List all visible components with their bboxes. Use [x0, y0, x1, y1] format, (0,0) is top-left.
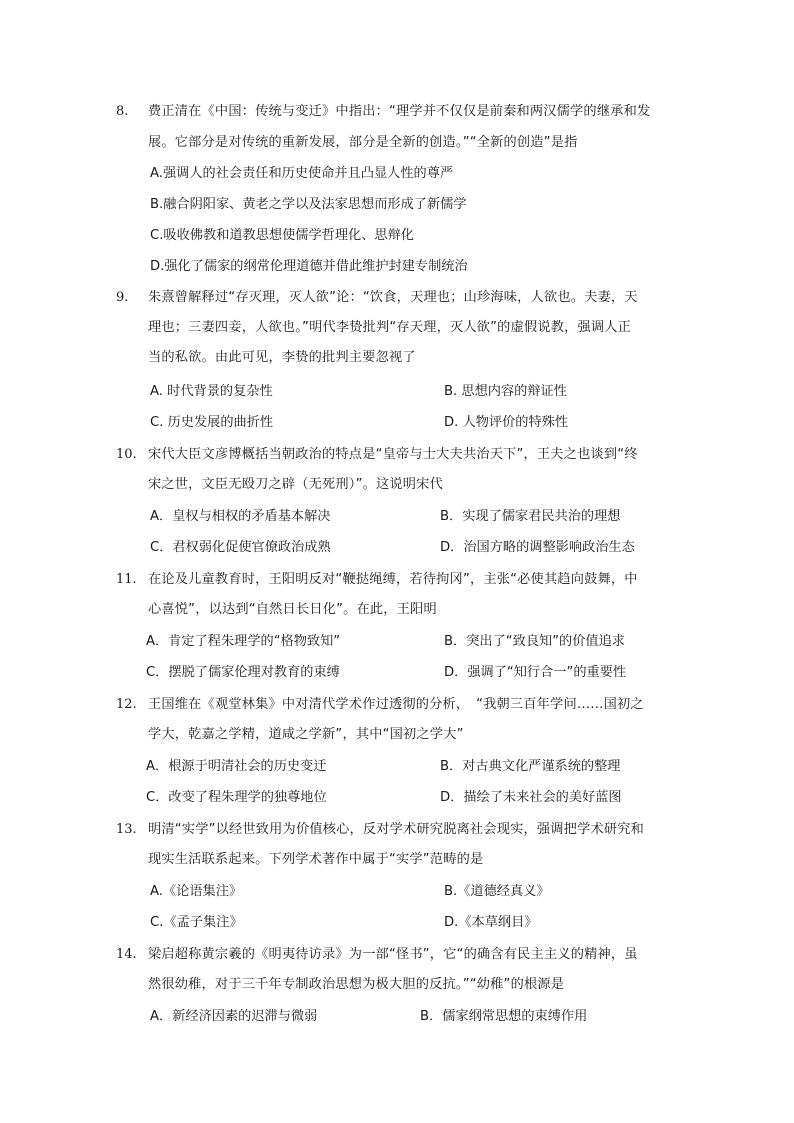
question-stem-line: 心喜悦”，以达到“自然日长日化”。在此，王阳明: [148, 602, 437, 617]
question-number: 11.: [116, 572, 137, 587]
question-stem-line: 明清“实学”以经世致用为价值核心，反对学术研究脱离社会现实，强调把学术研究和: [148, 822, 645, 837]
question-stem-line: 展。它部分是对传统的重新发展，部分是全新的创造。”“全新的创造”是指: [148, 135, 578, 150]
option-b: B．突出了“致良知”的价值追求: [444, 634, 625, 649]
question-number: 8.: [116, 104, 129, 119]
question-stem-line: 理也；三妻四妾，人欲也。”明代李贽批判“存天理，灭人欲”的虚假说教，强调人正: [148, 320, 632, 335]
option-c: C．改变了程朱理学的独尊地位: [146, 790, 327, 805]
option-c: C．摆脱了儒家伦理对教育的束缚: [146, 665, 340, 680]
option-a: A．肯定了程朱理学的“格物致知”: [146, 634, 341, 649]
question-stem-line: 宋之世，文臣无殴刀之辟（无死刑）”。这说明宋代: [148, 477, 443, 492]
question-stem-line: 现实生活联系起来。下列学术著作中属于“实学”范畴的是: [148, 852, 484, 867]
question-stem-line: 学大，乾嘉之学精，道咸之学新”，其中“国初之学大”: [148, 727, 464, 742]
question-number: 12.: [116, 697, 137, 712]
option-a: A.强调人的社会责任和历史使命并且凸显人性的尊严: [150, 166, 454, 181]
option-c: C．君权弱化促使官僚政治成熟: [150, 540, 331, 555]
option-c: C. 历史发展的曲折性: [150, 415, 274, 430]
option-d: D.强化了儒家的纲常伦理道德并借此维护封建专制统治: [150, 259, 468, 274]
question-stem-line: 朱熹曾解释过“存灭理，灭人欲”论：“饮食，天理也；山珍海味，人欲也。夫妻，天: [148, 290, 638, 305]
question-stem-line: 王国维在《观堂林集》中对清代学术作过透彻的分析， “我朝三百年学问……国初之: [148, 697, 644, 712]
question-stem-line: 宋代大臣文彦博概括当朝政治的特点是“皇帝与士大夫共治天下”，王夫之也谈到“终: [148, 447, 638, 462]
question-stem-line: 当的私欲。由此可见，李贽的批判主要忽视了: [148, 350, 416, 365]
option-b: B．实现了儒家君民共治的理想: [440, 509, 621, 524]
option-b: B. 思想内容的辩证性: [444, 384, 567, 399]
option-b: B．儒家纲常思想的束缚作用: [420, 1009, 588, 1024]
option-d: D.《本草纲目》: [444, 915, 538, 930]
option-c: C.吸收佛教和道教思想使儒学哲理化、思辩化: [150, 228, 414, 243]
question-number: 9.: [116, 290, 129, 305]
option-b: B．对古典文化严谨系统的整理: [440, 759, 621, 774]
option-a: A．皇权与相权的矛盾基本解决: [150, 509, 331, 524]
option-a: A. 时代背景的复杂性: [150, 384, 273, 399]
option-d: D．强调了“知行合一”的重要性: [444, 665, 627, 680]
question-stem-line: 然很幼稚，对于三千年专制政治思想为极大胆的反抗。”“幼稚”的根源是: [148, 977, 565, 992]
option-a: A．根源于明清社会的历史变迁: [146, 759, 327, 774]
question-number: 14.: [116, 947, 137, 962]
option-a: A．新经济因素的迟滞与微弱: [150, 1009, 318, 1024]
question-stem-line: 在论及儿童教育时，王阳明反对“鞭挞绳缚，若待拘冈”，主张“必使其趋向鼓舞，中: [148, 572, 638, 587]
option-d: D．治国方略的调整影响政治生态: [440, 540, 635, 555]
question-stem-line: 梁启超称黄宗羲的《明夷待访录》为一部“怪书”，它“的确含有民主主义的精神，虽: [148, 947, 638, 962]
option-b: B.《道德经真义》: [444, 884, 550, 899]
option-d: D. 人物评价的特殊性: [444, 415, 569, 430]
option-d: D．描绘了未来社会的美好蓝图: [440, 790, 622, 805]
option-b: B.融合阴阳家、黄老之学以及法家思想而形成了新儒学: [150, 197, 467, 212]
question-number: 13.: [116, 822, 137, 837]
question-stem-line: 费正清在《中国：传统与变迁》中指出：“理学并不仅仅是前秦和两汉儒学的继承和发: [148, 104, 651, 119]
question-number: 10.: [116, 447, 137, 462]
option-a: A.《论语集注》: [150, 884, 243, 899]
option-c: C.《孟子集注》: [150, 915, 243, 930]
